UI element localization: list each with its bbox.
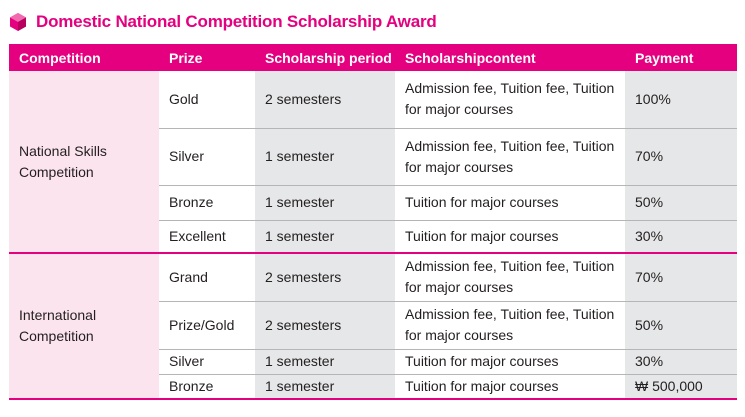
prize-cell: Gold xyxy=(159,71,255,128)
content-line: Admission fee, Tuition fee, Tuition xyxy=(405,80,615,97)
payment-cell: 100% xyxy=(625,71,737,128)
period-cell: 1 semester xyxy=(255,374,395,399)
content-line: Admission fee, Tuition fee, Tuition xyxy=(405,258,615,275)
table-row xyxy=(9,71,737,128)
content-line: Admission fee, Tuition fee, Tuition xyxy=(405,137,615,154)
table-row xyxy=(9,253,737,301)
content-cell xyxy=(395,253,625,301)
competition-cell xyxy=(9,253,159,399)
payment-cell: 70% xyxy=(625,253,737,301)
period-cell: 2 semesters xyxy=(255,253,395,301)
content-line: Admission fee, Tuition fee, Tuition xyxy=(405,306,615,322)
period-cell: 1 semester xyxy=(255,349,395,374)
competition-line: Competition xyxy=(19,163,94,180)
prize-cell: Prize/Gold xyxy=(159,301,255,349)
content-line: for major courses xyxy=(405,101,514,118)
payment-cell: 50% xyxy=(625,301,737,349)
page-title: Domestic National Competition Scholarship Award xyxy=(36,12,437,31)
prize-cell: Silver xyxy=(159,349,255,374)
content-line: for major courses xyxy=(405,279,514,296)
content-cell: Tuition for major courses xyxy=(395,185,625,220)
header-prize: Prize xyxy=(159,44,255,71)
payment-cell: 30% xyxy=(625,349,737,374)
header-payment: Payment xyxy=(625,44,737,71)
header-scholarship-period: Scholarship period xyxy=(255,44,395,71)
prize-cell: Silver xyxy=(159,128,255,185)
content-cell xyxy=(395,128,625,185)
competition-line: International xyxy=(19,307,97,323)
competition-line: National Skills xyxy=(19,142,107,159)
period-cell: 1 semester xyxy=(255,220,395,253)
period-cell: 1 semester xyxy=(255,128,395,185)
content-cell: Tuition for major courses xyxy=(395,220,625,253)
prize-cell: Bronze xyxy=(159,185,255,220)
payment-cell: ₩ 500,000 xyxy=(625,374,737,399)
header-competition: Competition xyxy=(9,44,159,71)
content-line: for major courses xyxy=(405,158,514,175)
payment-cell: 50% xyxy=(625,185,737,220)
payment-cell: 70% xyxy=(625,128,737,185)
content-cell xyxy=(395,301,625,349)
period-cell: 2 semesters xyxy=(255,71,395,128)
content-cell: Tuition for major courses xyxy=(395,374,625,399)
header-scholarship-content: Scholarshipcontent xyxy=(395,44,625,71)
period-cell: 2 semesters xyxy=(255,301,395,349)
prize-cell: Bronze xyxy=(159,374,255,399)
competition-cell xyxy=(9,71,159,253)
payment-cell: 30% xyxy=(625,220,737,253)
content-cell: Tuition for major courses xyxy=(395,349,625,374)
period-cell: 1 semester xyxy=(255,185,395,220)
prize-cell: Grand xyxy=(159,253,255,301)
section-header xyxy=(8,8,437,36)
content-line: for major courses xyxy=(405,327,514,343)
table-header-row xyxy=(9,44,737,71)
hexagon-cube-icon xyxy=(8,12,28,32)
content-cell xyxy=(395,71,625,128)
prize-cell: Excellent xyxy=(159,220,255,253)
competition-line: Competition xyxy=(19,328,94,344)
scholarship-table xyxy=(9,44,737,400)
